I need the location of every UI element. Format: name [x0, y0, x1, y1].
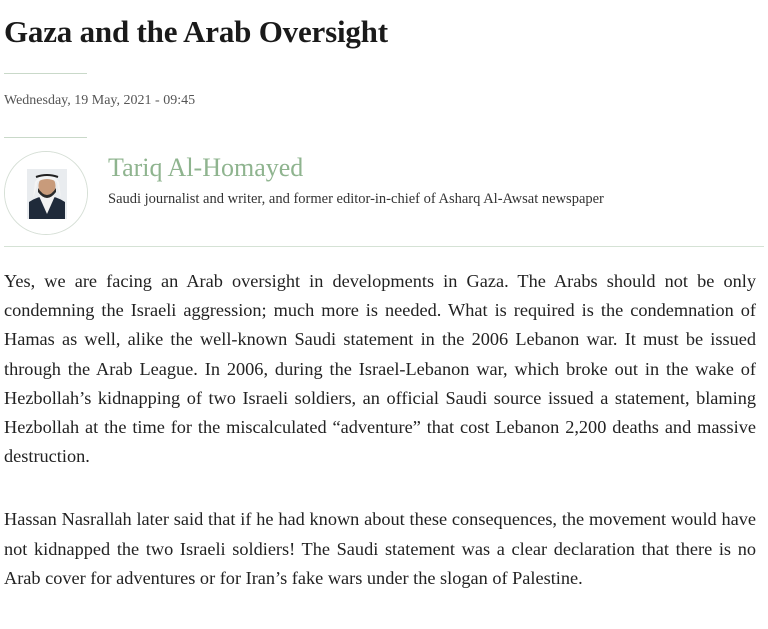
author-bio: Saudi journalist and writer, and former editor-in-chief of Asharq Al-Awsat newspaper — [108, 191, 604, 207]
article-body — [4, 267, 756, 627]
article-paragraph: Hassan Nasrallah later said that if he had known about these consequences, the movement would have not kidnapped the two Israeli soldiers! The Saudi statement was a clear declaration that there is no Arab cover for adventures or for Iran’s fake wars under the slogan of Palestine. — [4, 509, 756, 588]
author-avatar[interactable] — [4, 151, 88, 235]
publish-date: Wednesday, 19 May, 2021 - 09:45 — [4, 93, 196, 108]
article-paragraph: Yes, we are facing an Arab oversight in developments in Gaza. The Arabs should not be only condemning the Israeli aggression; much more is needed. What is required is the condemnation of Hamas as well, alike the well-known Saudi statement in the 2006 Lebanon war. It must be issued through the Arab League. In 2006, during the Israel-Lebanon war, which broke out in the wake of Hezbollah’s kidnapping of two Israeli soldiers, an official Saudi source issued a statement, blaming Hezbollah at the time for the miscalculated “adventure” that cost Lebanon 2,200 deaths and massive destruction. — [4, 271, 756, 467]
byline-divider — [4, 246, 764, 247]
date-divider — [4, 137, 87, 138]
author-name-link[interactable]: Tariq Al-Homayed — [108, 153, 304, 182]
title-divider — [4, 73, 87, 74]
author-portrait-icon — [5, 152, 88, 235]
article-title: Gaza and the Arab Oversight — [4, 14, 388, 49]
